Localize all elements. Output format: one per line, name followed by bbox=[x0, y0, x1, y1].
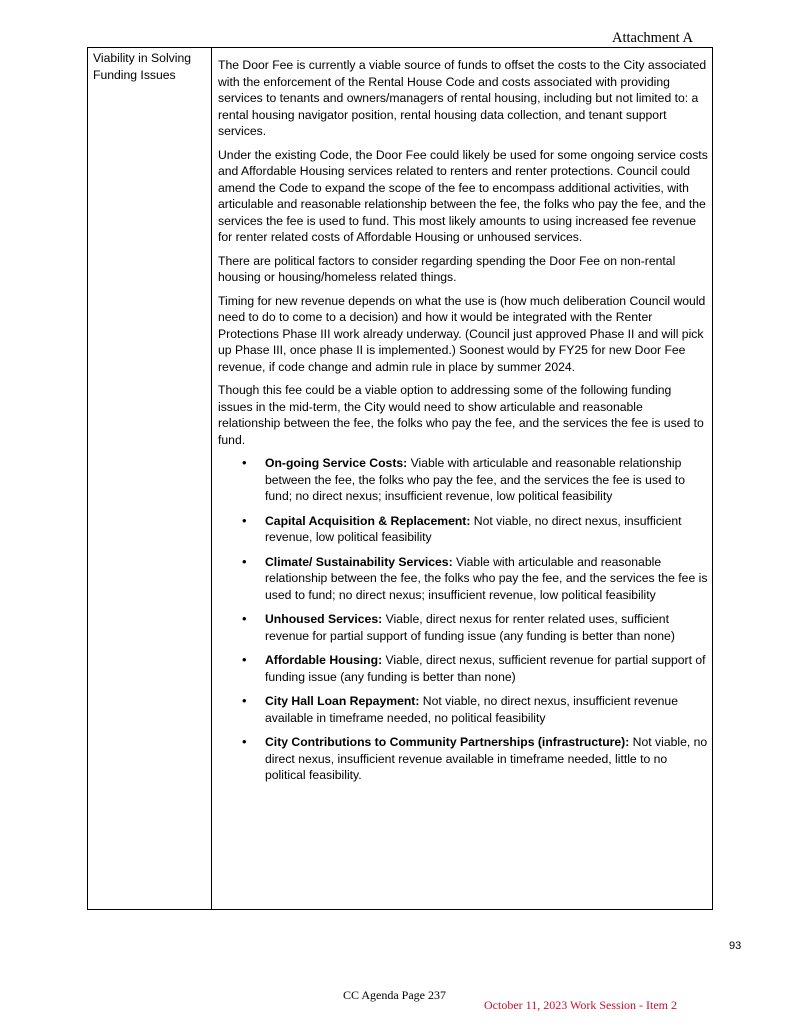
list-item bbox=[265, 652, 708, 685]
list-item bbox=[265, 611, 708, 644]
bullet-heading: City Hall Loan Repayment: bbox=[265, 694, 420, 708]
bullet-text: Viable with articulable and reasonable relationship between the fee, the folks who pay the fee, and the services the fee is used to fund; no direct nexus; insufficient revenue, low political feasibility bbox=[265, 456, 686, 503]
list-item bbox=[265, 455, 708, 505]
agenda-page-label: CC Agenda Page 237 bbox=[343, 988, 446, 1002]
paragraph: The Door Fee is currently a viable source of funds to offset the costs to the City associated with the enforcement of the Rental House Code and costs associated with providing services to tenants and owners/managers of rental housing, including but not limited to: a rental housing navigator position, rental housing data collection, and tenant support services. bbox=[218, 58, 707, 138]
document-table bbox=[87, 47, 713, 910]
bullet-text: Viable, direct nexus for renter related uses, sufficient revenue for partial support of funding issue (any funding is better than none) bbox=[265, 612, 675, 643]
bullet-heading: Affordable Housing: bbox=[265, 653, 383, 667]
work-session-stamp: October 11, 2023 Work Session - Item 2 bbox=[484, 998, 678, 1012]
paragraph: Timing for new revenue depends on what the use is (how much deliberation Council would need to do to come to a decision) and how it would be integrated with the Renter Protections Phase III work already underway. (Council just approved Phase II and will pick up Phase III, once phase II is implemented.) Soonest would by FY25 for new Door Fee revenue, if code change and admin rule in place by summer 2024. bbox=[218, 293, 706, 374]
bullet-heading: City Contributions to Community Partnerships (infrastructure): bbox=[265, 735, 630, 749]
list-item bbox=[265, 513, 708, 546]
list-item bbox=[265, 693, 708, 726]
funding-issues-list bbox=[218, 455, 708, 784]
bullet-heading: On-going Service Costs: bbox=[265, 456, 408, 470]
list-item bbox=[265, 734, 708, 784]
row-label: Viability in Solving Funding Issues bbox=[93, 51, 192, 82]
paragraph: There are political factors to consider regarding spending the Door Fee on non-rental housing or housing/homeless related things. bbox=[218, 253, 676, 284]
paragraph: Though this fee could be a viable option to addressing some of the following funding issues in the mid-term, the City would need to show articulable and reasonable relationship between the fee, the folks who pay the fee, and the services the fee is used to fund. bbox=[218, 383, 704, 447]
bullet-heading: Unhoused Services: bbox=[265, 612, 383, 626]
row-content bbox=[218, 57, 708, 792]
bullet-heading: Climate/ Sustainability Services: bbox=[265, 554, 453, 569]
column-divider bbox=[211, 48, 212, 909]
paragraph: Under the existing Code, the Door Fee could likely be used for some ongoing service costs and Affordable Housing services related to renters and renter protections. Council could amend the Code to expand the scope of the fee to encompass additional activities, with articulable and reasonable relationship between the fee, the folks who pay the fee, and the services the fee is used to fund. This most likely amounts to using increased fee revenue for renter related costs of Affordable Housing or unhoused services. bbox=[218, 147, 708, 244]
bullet-text: Not viable, no direct nexus, insufficient revenue available in timeframe needed, little to no political feasibility. bbox=[265, 735, 708, 782]
bullet-heading: Capital Acquisition & Replacement: bbox=[265, 513, 471, 528]
bullet-text: Viable, direct nexus, sufficient revenue for partial support of funding issue (any funding is better than none) bbox=[265, 653, 706, 684]
bullet-text: Not viable, no direct nexus, insufficient revenue available in timeframe needed, no political feasibility bbox=[265, 694, 678, 725]
page-number: 93 bbox=[729, 940, 742, 952]
attachment-label: Attachment A bbox=[612, 30, 693, 46]
list-item bbox=[265, 554, 708, 604]
bullet-text: Not viable, no direct nexus, insufficient revenue, low political feasibility bbox=[265, 513, 682, 544]
bullet-text: Viable with articulable and reasonable relationship between the fee, the folks who pay the fee, and the services the fee is used to fund; no direct nexus; insufficient revenue, low political feasibility bbox=[265, 554, 708, 602]
